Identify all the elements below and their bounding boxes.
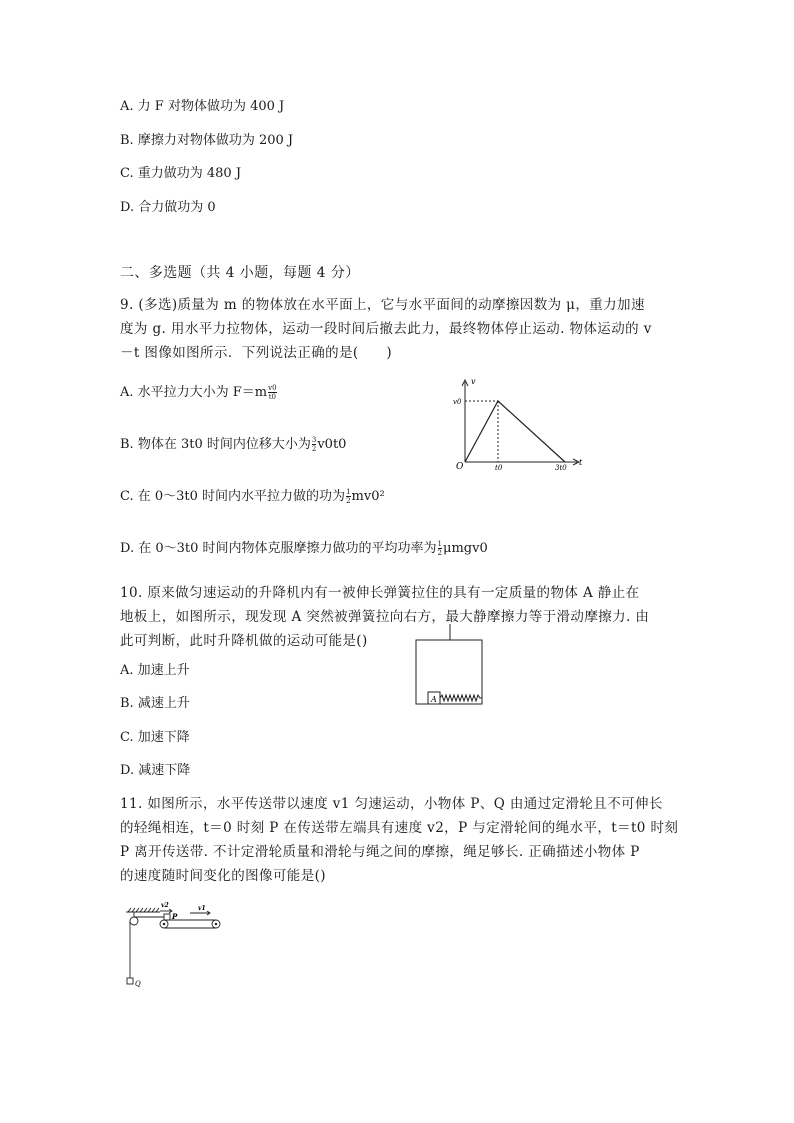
option-a: A. 力 F 对物体做功为 400 J <box>120 99 285 114</box>
q11-line-2: 的轻绳相连，t＝0 时刻 P 在传送带左端具有速度 v2，P 与定滑轮间的绳水平，t＝t0 时刻 <box>120 820 679 836</box>
q11-line-3: P 离开传送带. 不计定滑轮质量和滑轮与绳之间的摩擦，绳足够长. 正确描述小物体 P <box>120 844 640 860</box>
label-v2: v2 <box>161 902 169 909</box>
q9-option-d-fraction <box>438 540 442 557</box>
q9-option-b-text: B. 物体在 3t0 时间内位移大小为 <box>120 437 311 452</box>
q10-line-3: 此可判断，此时升降机做的运动可能是() <box>120 633 368 649</box>
label-v1: v1 <box>198 905 206 912</box>
q9-option-d-suffix: μmgv0 <box>443 541 488 556</box>
option-d: D. 合力做功为 0 <box>120 200 216 215</box>
option-c: C. 重力做功为 480 J <box>120 166 242 181</box>
q10-line-2: 地板上，如图所示，现发现 A 突然被弹簧拉向右方，最大静摩擦力等于滑动摩擦力. 由 <box>120 609 650 625</box>
q9-option-a-text: A. 水平拉力大小为 F＝m <box>120 385 268 400</box>
q9-option-c-text: C. 在 0～3t0 时间内水平拉力做的功为 <box>120 489 346 504</box>
q9-option-c-den: 2 <box>346 497 351 505</box>
q9-line-3: －t 图像如图所示．下列说法正确的是( ) <box>120 345 393 361</box>
q9-option-b-num: 3 <box>311 436 317 444</box>
q9-option-c-suffix: mv0² <box>351 489 385 504</box>
q10-option-d: D. 减速下降 <box>120 763 191 778</box>
q11-line-1: 11. 如图所示，水平传送带以速度 v1 匀速运动，小物体 P、Q 由通过定滑轮且不可伸长 <box>120 796 663 812</box>
q9-line-2: 度为 g. 用水平力拉物体，运动一段时间后撤去此力，最终物体停止运动. 物体运动的 v <box>120 321 652 337</box>
q9-option-d-den: 2 <box>437 549 442 557</box>
graph-origin: O <box>456 462 464 472</box>
q9-option-a-num: v0 <box>268 384 277 392</box>
graph-y-label: v <box>471 377 476 386</box>
conveyor-figure <box>120 898 225 993</box>
q11-line-4: 的速度随时间变化的图像可能是() <box>120 868 326 884</box>
vt-graph <box>455 372 590 472</box>
q9-line-1: 9. (多选)质量为 m 的物体放在水平面上，它与水平面间的动摩擦因数为 μ，重力加速 <box>120 297 645 313</box>
q9-option-c-num: 1 <box>346 488 351 496</box>
q9-option-c-fraction <box>346 488 350 505</box>
q9-option-d-text: D. 在 0～3t0 时间内物体克服摩擦力做功的平均功率为 <box>120 541 437 556</box>
block-a-label: A <box>431 695 437 704</box>
elevator-figure <box>412 624 487 708</box>
q9-option-b-suffix: v0t0 <box>317 437 347 452</box>
spring-icon <box>440 695 482 701</box>
graph-t0-tick: t0 <box>495 464 503 472</box>
q9-option-b-fraction <box>312 436 316 453</box>
graph-v0-tick: v0 <box>453 398 462 406</box>
q10-option-b: B. 减速上升 <box>120 696 190 711</box>
q9-option-b <box>120 436 346 454</box>
q10-line-1: 10. 原来做匀速运动的升降机内有一被伸长弹簧拉住的具有一定质量的物体 A 静止在 <box>120 585 640 601</box>
section-title: 二、多选题（共 4 小题，每题 4 分） <box>120 265 360 281</box>
graph-3t0-tick: 3t0 <box>555 464 567 472</box>
block-p <box>164 914 170 920</box>
q9-option-d-num: 1 <box>437 540 442 548</box>
q9-option-c <box>120 488 385 506</box>
elevator-box <box>416 640 482 704</box>
q9-option-b-den: 2 <box>311 445 317 453</box>
q9-option-d <box>120 540 488 558</box>
vt-curve <box>465 401 565 462</box>
q10-option-a: A. 加速上升 <box>120 663 190 678</box>
q9-option-a-den: t0 <box>268 393 276 401</box>
q9-option-a <box>120 384 278 402</box>
ceiling-hatch <box>128 908 159 912</box>
pulley-icon <box>130 917 138 925</box>
label-q: Q <box>135 980 141 988</box>
graph-x-label: t <box>579 458 583 467</box>
option-b: B. 摩擦力对物体做功为 200 J <box>120 133 294 148</box>
block-q <box>127 978 133 984</box>
q9-option-a-fraction <box>268 384 276 401</box>
q10-option-c: C. 加速下降 <box>120 730 190 745</box>
label-p: P <box>172 912 178 921</box>
